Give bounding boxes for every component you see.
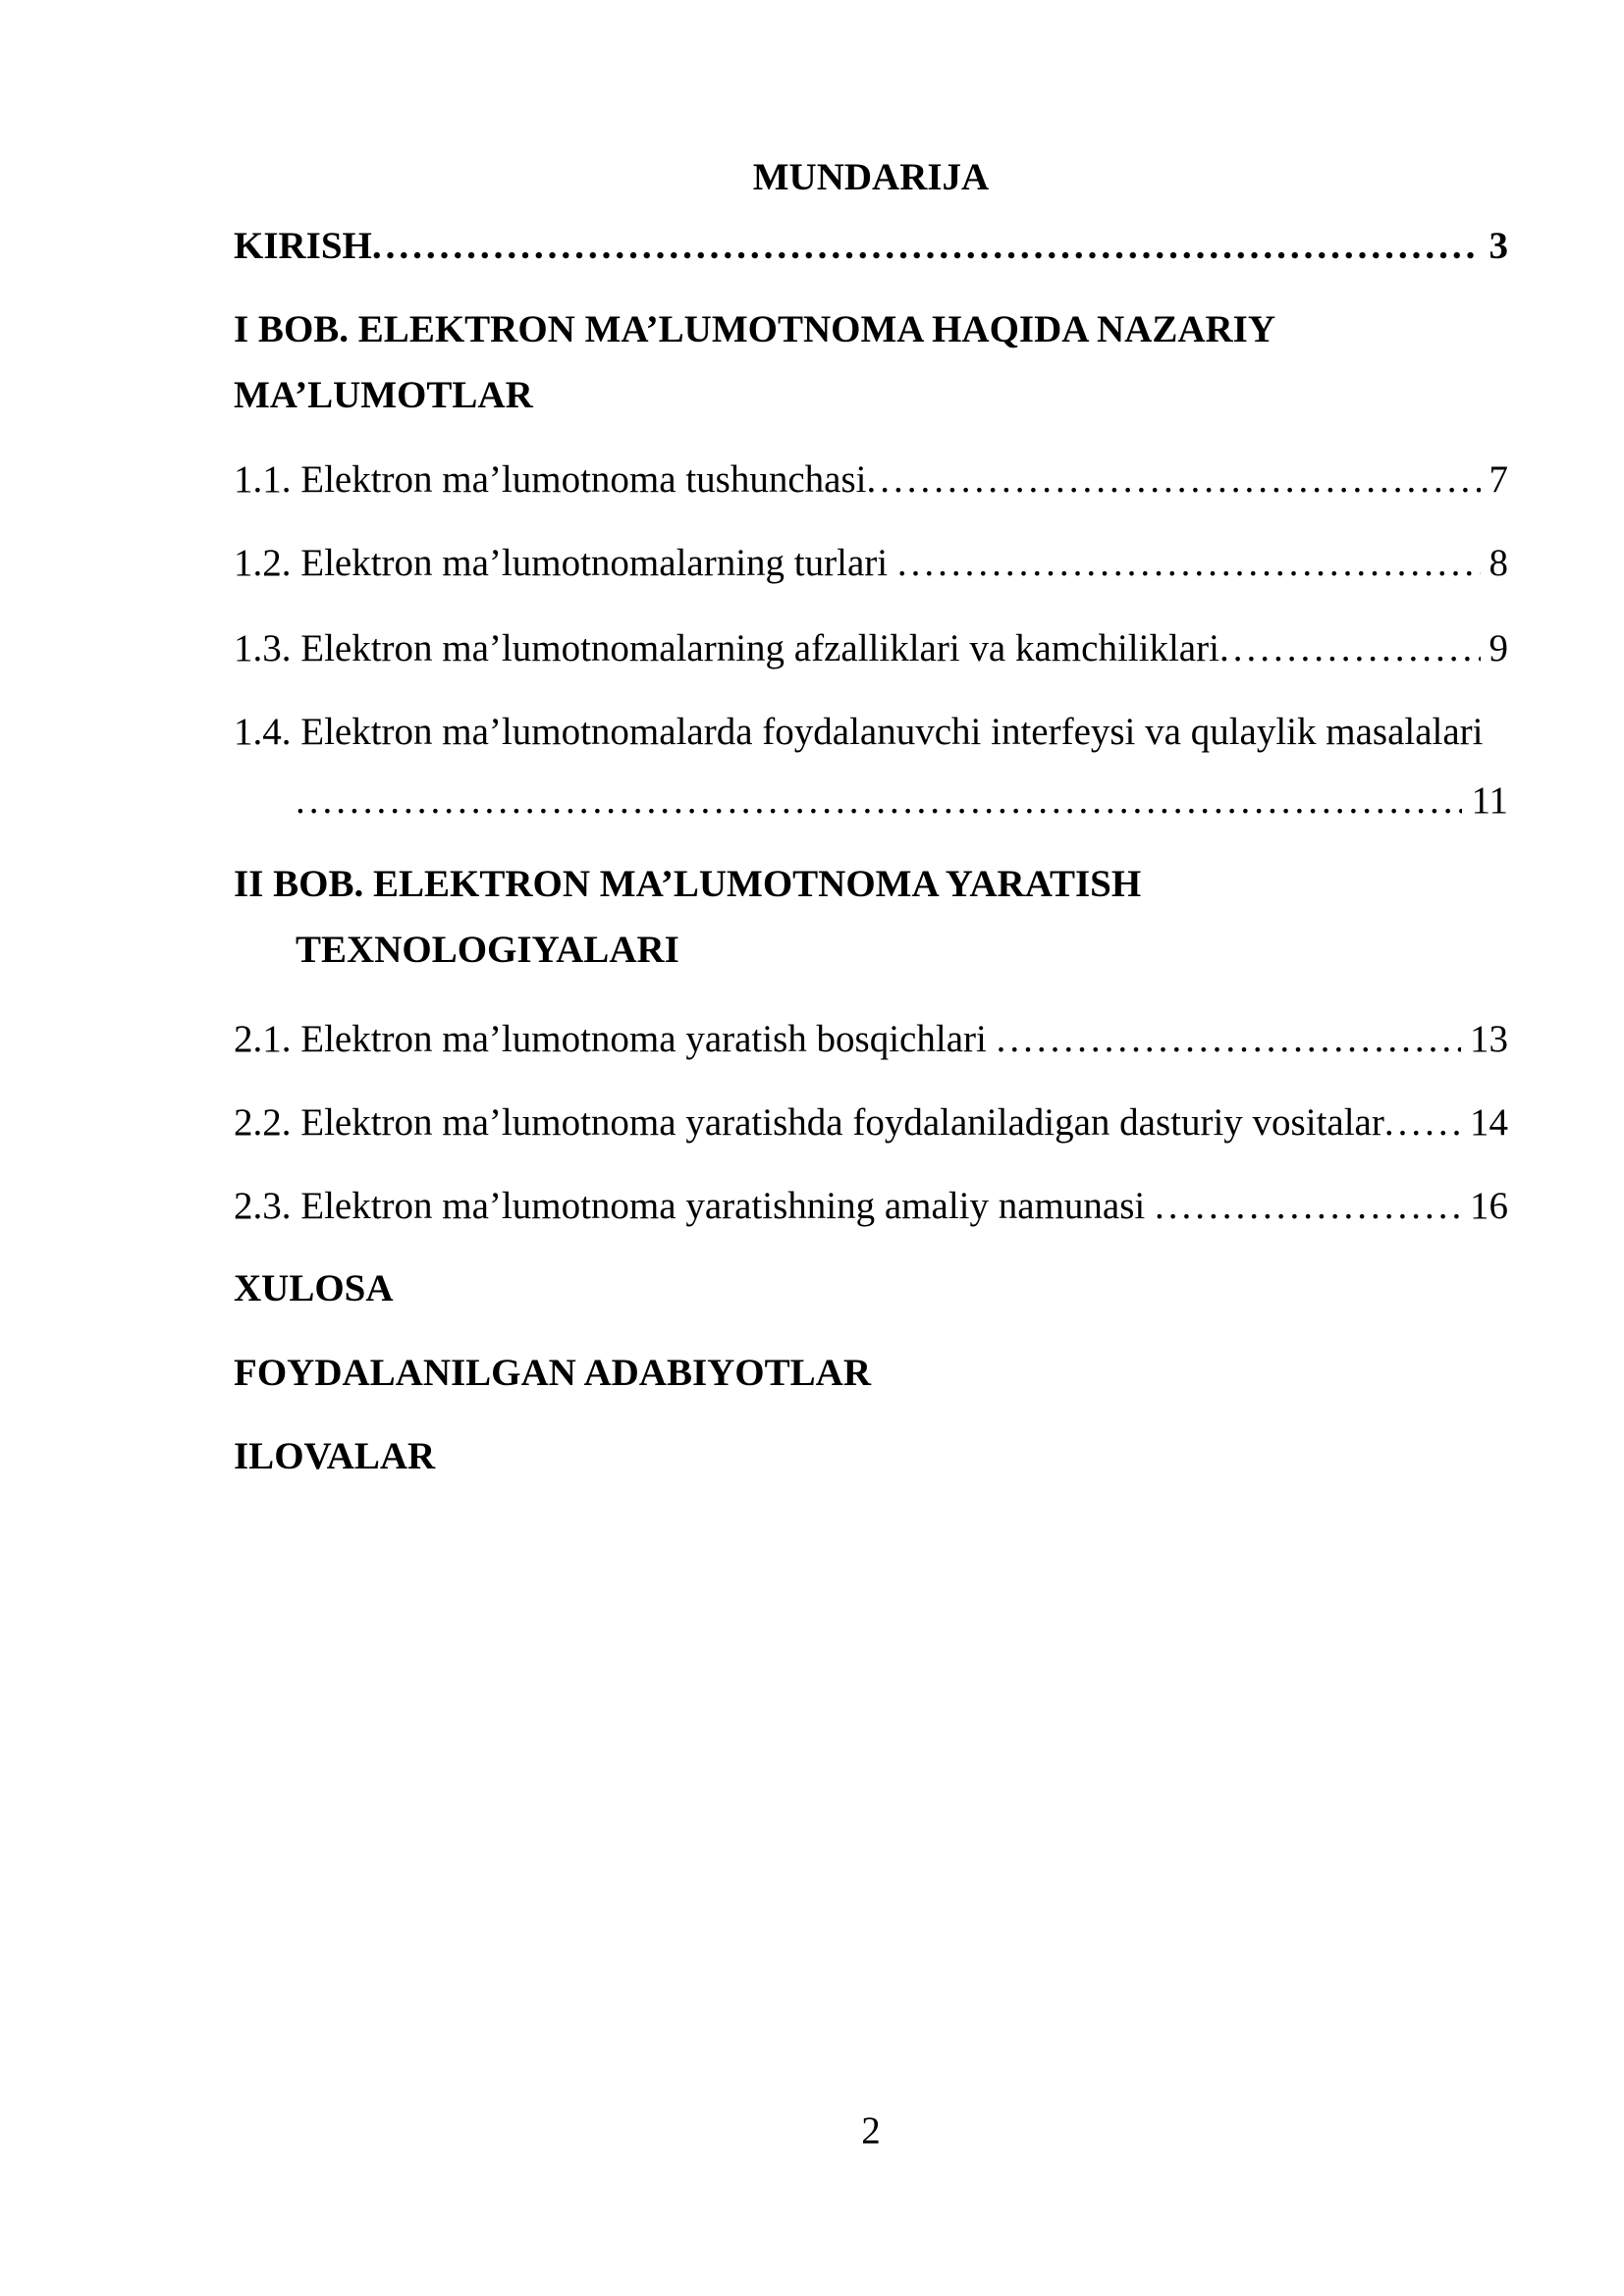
- toc-entry-2-1: [234, 1006, 1508, 1072]
- page-number: 13: [1470, 1018, 1508, 1060]
- page-number: 8: [1489, 542, 1508, 584]
- toc-heading-chapter-1-line-1: [234, 296, 1508, 362]
- toc-entry-xulosa: [234, 1255, 1508, 1321]
- footer-page-number: [234, 2098, 1508, 2163]
- page-number: 14: [1470, 1101, 1508, 1144]
- dot-leader: [1384, 1090, 1461, 1155]
- entry-label: ILOVALAR: [234, 1435, 436, 1477]
- dot-leader: [1219, 615, 1481, 681]
- toc-entry-1-4-line-2: [234, 768, 1508, 833]
- entry-label: 1.1. Elektron ma’lumotnoma tushunchasi: [234, 458, 867, 501]
- dot-leader: [1155, 1173, 1461, 1239]
- toc-entry-1-1: [234, 447, 1508, 512]
- toc-entry-adabiyotlar: [234, 1340, 1508, 1406]
- entry-label: MA’LUMOTLAR: [234, 374, 533, 416]
- entry-label: 1.4. Elektron ma’lumotnomalarda foydalanuvchi interfeysi va qulaylik masalalari: [234, 711, 1484, 753]
- toc-heading-chapter-2-line-2: [234, 917, 1508, 983]
- toc-entry-2-2: [234, 1090, 1508, 1155]
- toc-entry-2-3: [234, 1173, 1508, 1239]
- entry-label: 2.3. Elektron ma’lumotnoma yaratishning amaliy namunasi: [234, 1185, 1155, 1227]
- toc-entry-kirish: [234, 213, 1508, 279]
- dot-leader: [296, 768, 1462, 833]
- entry-label: I BOB. ELEKTRON MA’LUMOTNOMA HAQIDA NAZARIY: [234, 308, 1276, 350]
- entry-label: 1.3. Elektron ma’lumotnomalarning afzalliklari va kamchiliklari: [234, 627, 1219, 669]
- page-number: 9: [1489, 627, 1508, 669]
- toc-title-text: MUNDARIJA: [752, 156, 990, 198]
- toc-entry-ilovalar: [234, 1423, 1508, 1489]
- entry-label: TEXNOLOGIYALARI: [296, 929, 679, 971]
- entry-label: II BOB. ELEKTRON MA’LUMOTNOMA YARATISH: [234, 863, 1142, 905]
- entry-label: XULOSA: [234, 1267, 394, 1309]
- page-number: 7: [1489, 458, 1508, 501]
- toc-title: [234, 144, 1508, 210]
- entry-label: 2.2. Elektron ma’lumotnoma yaratishda foydalaniladigan dasturiy vositalar: [234, 1101, 1384, 1144]
- toc-entry-1-3: [234, 615, 1508, 681]
- page-number: 3: [1489, 225, 1508, 267]
- entry-label: 1.2. Elektron ma’lumotnomalarning turlari: [234, 542, 897, 584]
- dot-leader: [997, 1006, 1461, 1072]
- dot-leader: [897, 530, 1481, 596]
- dot-leader: [372, 213, 1481, 279]
- entry-label: FOYDALANILGAN ADABIYOTLAR: [234, 1352, 871, 1394]
- footer-page-number-text: 2: [861, 2109, 881, 2152]
- toc-heading-chapter-1-line-2: [234, 362, 1508, 428]
- entry-label: 2.1. Elektron ma’lumotnoma yaratish bosqichlari: [234, 1018, 997, 1060]
- page-number: 11: [1471, 779, 1508, 822]
- page-number: 16: [1470, 1185, 1508, 1227]
- toc-entry-1-4-line-1: [234, 699, 1508, 765]
- toc-heading-chapter-2-line-1: [234, 851, 1508, 917]
- entry-label: KIRISH: [234, 225, 372, 267]
- toc-entry-1-2: [234, 530, 1508, 596]
- dot-leader: [866, 447, 1480, 512]
